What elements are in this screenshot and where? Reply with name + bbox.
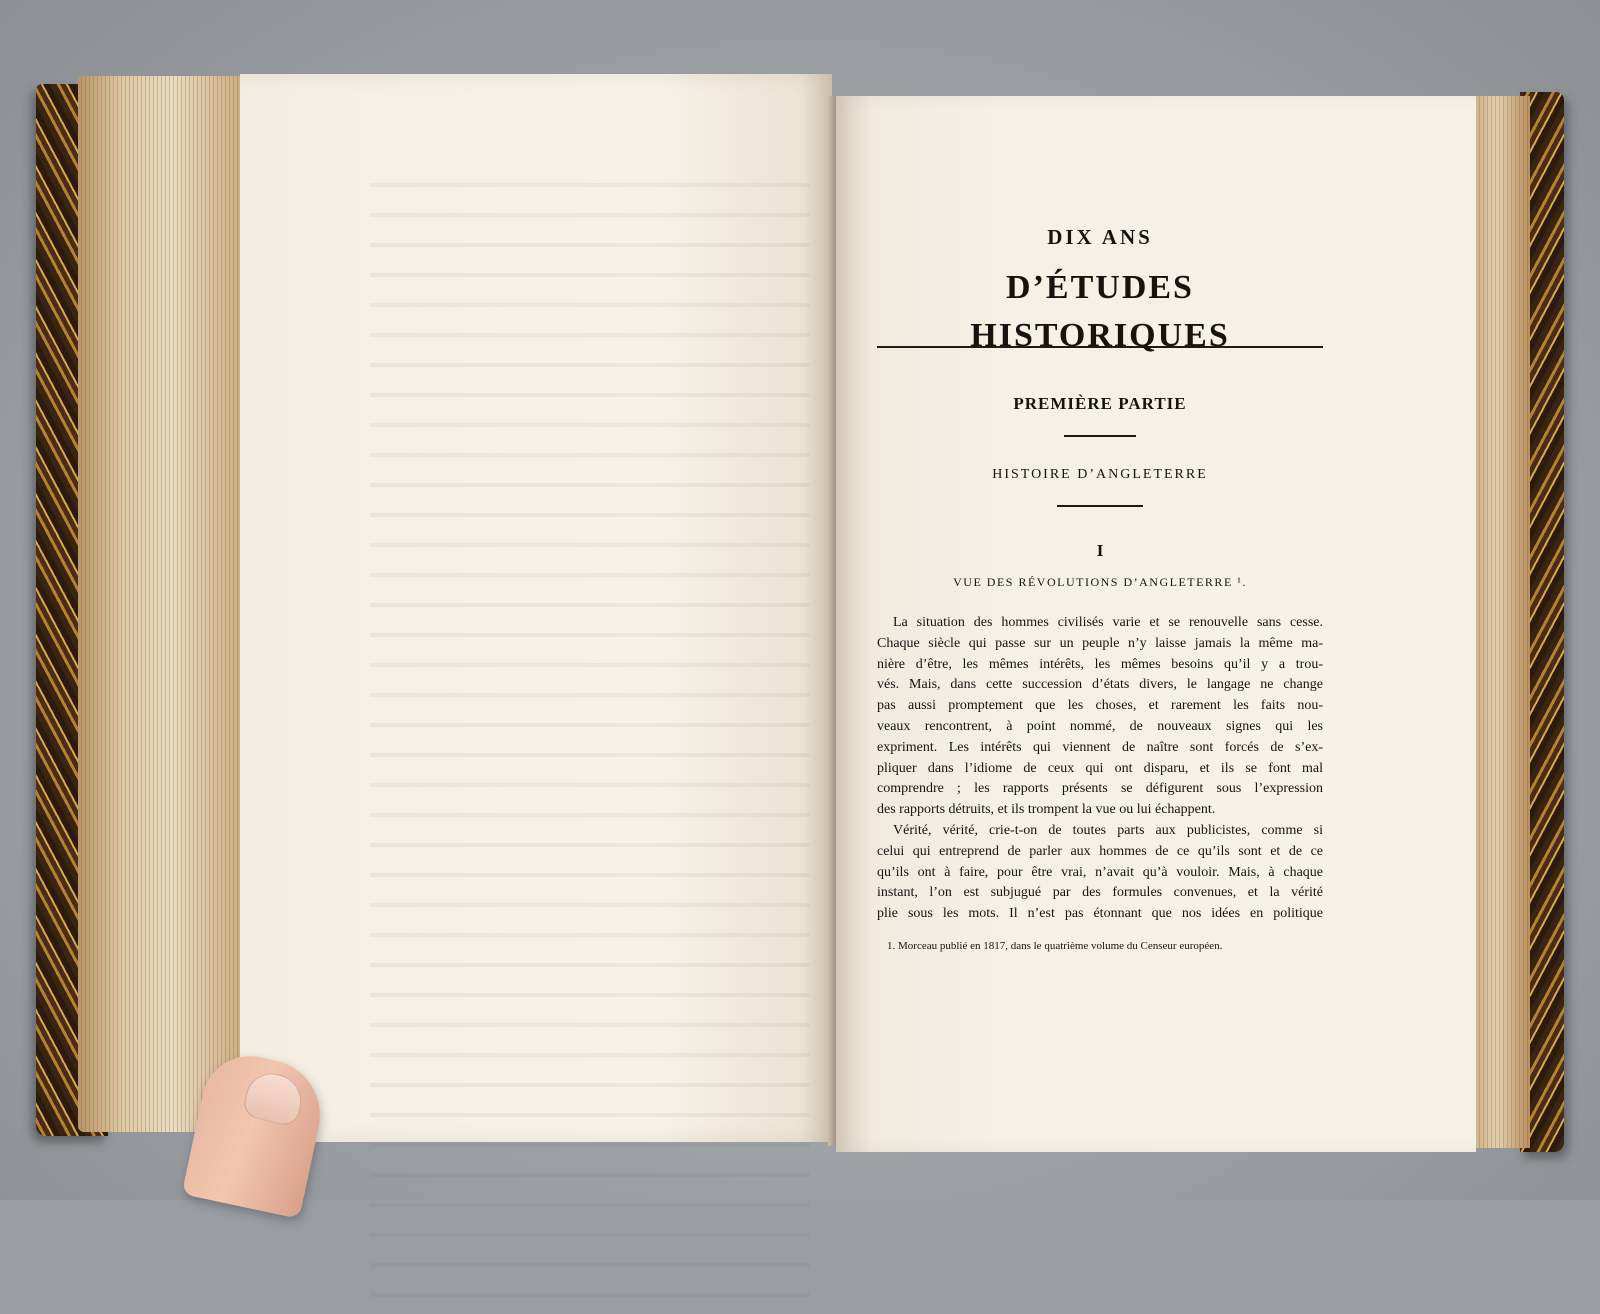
part-rule: [1064, 435, 1136, 437]
body-line: La situation des hommes civilisés varie et se renouvelle sans cesse.: [893, 615, 1323, 630]
body-line: vés. Mais, dans cette succession d’états divers, le langage ne change: [877, 677, 1323, 693]
body-line: des rapports détruits, et ils trompent la vue ou lui échappent.: [877, 802, 1216, 818]
body-line: comprendre ; les rapports présents se défigurent sous l’expression: [877, 781, 1323, 797]
section-title: VUE DES RÉVOLUTIONS D’ANGLETERRE ¹.: [953, 575, 1247, 589]
book-title-line-1: DIX ANS: [1047, 225, 1153, 249]
body-line: instant, l’on est subjugué par des formules convenues, et la vérité: [877, 885, 1323, 901]
section-number: I: [1096, 541, 1104, 560]
body-line: qu’ils ont à faire, pour être vrai, n’avait qu’à vouloir. Mais, à chaque: [877, 864, 1323, 880]
body-line: pas aussi promptement que les choses, et rarement les faits nou-: [877, 698, 1323, 714]
page-content: [877, 222, 1323, 954]
page-edges-left: [78, 76, 250, 1132]
left-page: [240, 74, 832, 1142]
body-line: Chaque siècle qui passe sur un peuple n’y laisse jamais la même ma-: [877, 635, 1323, 651]
chapter-heading: HISTOIRE D’ANGLETERRE: [992, 467, 1208, 482]
body-line: celui qui entreprend de parler aux hommes de ce qu’ils sont et de ce: [877, 843, 1323, 859]
body-line: nière d’être, les mêmes intérêts, les mêmes besoins qu’il y a trou-: [877, 656, 1323, 672]
part-heading: PREMIÈRE PARTIE: [1013, 394, 1187, 413]
body-line: expriment. Les intérêts qui viennent de naître sont forcés de s’ex-: [877, 739, 1323, 755]
body-line: pliquer dans l’idiome de ceux qui ont disparu, et ils se font mal: [877, 760, 1323, 776]
chapter-rule: [1057, 505, 1143, 507]
body-line: Vérité, vérité, crie-t-on de toutes parts aux publicistes, comme si: [893, 822, 1323, 838]
page-edges-right: [1472, 96, 1530, 1148]
show-through-text: [370, 174, 810, 1314]
footnote: 1. Morceau publié en 1817, dans le quatrième volume du Censeur européen.: [887, 939, 1223, 952]
book-title-line-2: D’ÉTUDES HISTORIQUES: [970, 269, 1230, 354]
body-line: veaux rencontrent, à point nommé, de nouveaux signes qui les: [877, 718, 1323, 734]
body-line: plie sous les mots. Il n’est pas étonnant que nos idées en politique: [877, 906, 1323, 922]
body-text: [877, 613, 1323, 925]
